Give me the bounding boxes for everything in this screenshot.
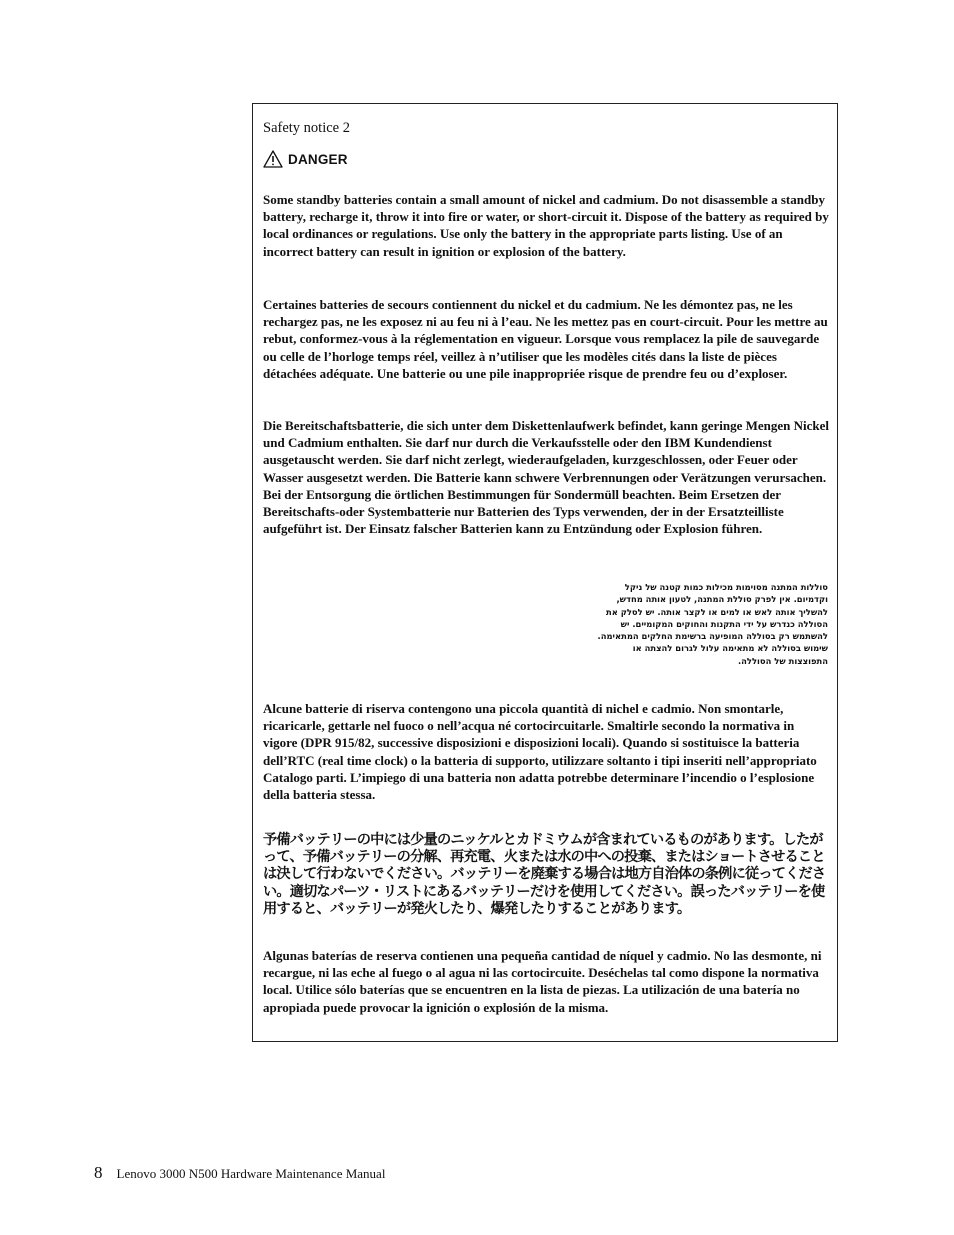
notice-paragraph-french: Certaines batteries de secours contiennent du nickel et du cadmium. Ne les démontez pas, ne les rechargez pas, ne les exposez ni au feu ni à l’eau. Ne les mettez pas en court-circuit. Pour les mettre au rebut, conformez-vous à la réglementation en vigueur. Lorsque vous remplacez la pile de sauvegarde ou celle de l’horloge temps réel, veillez à n’utiliser que les modèles cités dans la liste de pièces détachées adéquate. Une batterie ou une pile inappropriée risque de prendre feu ou d’exploser. [263,297,828,381]
notice-paragraph-german: Die Bereitschaftsbatterie, die sich unter dem Diskettenlaufwerk befindet, kann geringe Mengen Nickel und Cadmium enthalten. Sie darf nur durch die Verkaufsstelle oder den IBM Kundendienst ausgetauscht werden. Sie darf nicht zerlegt, wiederaufgeladen, kurzgeschlossen, oder Feuer oder Wasser ausgesetzt werden. Die Batterie kann schwere Verbrennungen oder Verätzungen verursachen. Bei der Entsorgung die örtlichen Bestimmungen für Sondermüll beachten. Beim Ersetzen der Bereitschafts-oder Systembatterie nur Batterien des Typs verwenden, der in der Ersatzteilliste aufgeführt ist. Der Einsatz falscher Batterien kann zu Entzündung oder Explosion führen. [263,418,830,537]
warning-triangle-icon [263,150,283,168]
page-footer [94,1163,385,1183]
notice-paragraph-japanese: 予備バッテリーの中には少量のニッケルとカドミウムが含まれているものがあります。したがって、予備バッテリーの分解、再充電、火または水の中への投棄、またはショートさせることは決して行わないでください。バッテリーを廃棄する場合は地方自治体の条例に従ってください。適切なパーツ・リストにあるバッテリーだけを使用してください。誤ったバッテリーを使用すると、バッテリーが発火したり、爆発したりすることがあります。 [263,832,826,917]
notice-paragraph-italian: Alcune batterie di riserva contengono una piccola quantità di nichel e cadmio. Non smontarle, ricaricarle, gettarle nel fuoco o nell’acqua né cortocircuitarle. Smaltirle secondo la normativa in vigore (DPR 915/82, successive disposizioni e disposizioni locali). Quando si sostituisce la batteria dell’RTC (real time clock) o la batteria di supporto, utilizzare soltanto i tipi inseriti nell’appropriato Catalogo parti. L’impiego di una batteria non adatta potrebbe determinare l’incendio o l’esplosione della batteria stessa. [263,701,817,803]
notice-paragraph-hebrew: סוללות המתנה מסוימות מכילות כמות קטנה של ניקל וקדמיום. אין לפרק סוללת המתנה, לטעון אותה מחדש, להשליך אותה לאש או למים או לקצר אותה. יש לסלק את הסוללה כנדרש על ידי התקנות והחוקים המקומיים. יש להשתמש רק בסוללה המופיעה ברשימת החלקים המתאימה. שימוש בסוללה לא מתאימה עלול לגרום להצתה או התפוצצות של הסוללה. [597,582,828,666]
safety-notice-box [252,103,838,1042]
manual-title: Lenovo 3000 N500 Hardware Maintenance Manual [116,1166,386,1181]
danger-heading [263,150,348,168]
notice-paragraph-spanish: Algunas baterías de reserva contienen una pequeña cantidad de níquel y cadmio. No las desmonte, ni recargue, ni las eche al fuego o al agua ni las cortocircuite. Deséchelas tal como dispone la normativa local. Utilice sólo baterías que se encuentren en la lista de piezas. La utilización de una batería no apropiada puede provocar la ignición o explosión de la misma. [263,948,822,1015]
page-number: 8 [94,1163,103,1182]
notice-paragraph-english: Some standby batteries contain a small amount of nickel and cadmium. Do not disassemble a standby battery, recharge it, throw it into fire or water, or short-circuit it. Dispose of the battery as required by local ordinances or regulations. Use only the battery in the appropriate parts listing. Use of an incorrect battery can result in ignition or explosion of the battery. [263,192,829,259]
danger-label: DANGER [288,151,348,167]
notice-title: Safety notice 2 [263,120,350,136]
